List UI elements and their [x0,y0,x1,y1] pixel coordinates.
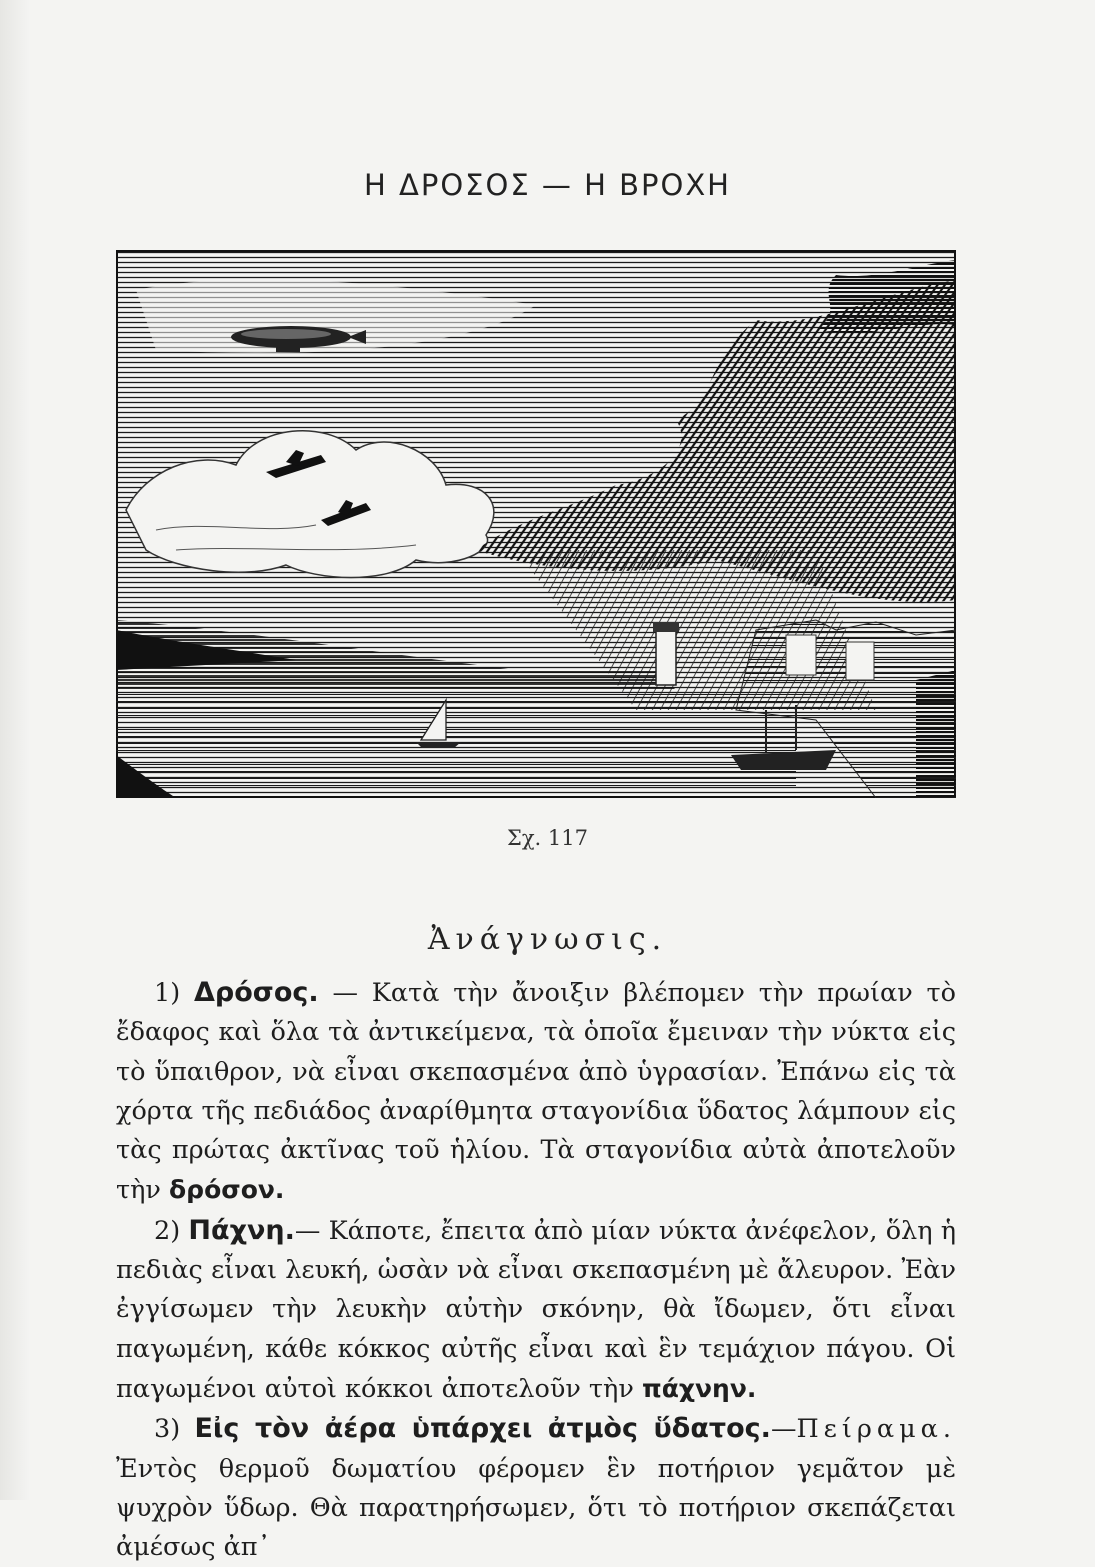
section-number: 1) [154,978,181,1008]
section-number: 3) [154,1414,181,1445]
section-number: 2) [154,1215,181,1246]
reading-heading: Ἀνάγνωσις. [427,922,668,957]
paragraph-text: — Κατὰ τὴν ἄνοιξιν βλέπομεν τὴν πρωίαν τὸ ἔδαφος καὶ ὅλα τὰ ἀντικείμενα, τὰ ὁποῖα ἔμειναν τὴν νύκτα εἰς τὸ ὕπαιθρον, νὰ εἶναι σκεπασμένα ἀπὸ ὑγρασίαν. Ἐπάνω εἰς τὰ χόρτα τῆς πεδιάδος ἀναρίθμητα σταγονίδια ὕδατος λάμπουν εἰς τὰς πρώτας ἀκτῖνας τοῦ ἡλίου. Τὰ σταγονίδια αὐτὰ ἀποτελοῦν τὴν [116,978,956,1206]
paragraph-text: — Κάποτε, ἔπειτα ἀπὸ μίαν νύκτα ἀνέφελον, ὅλη ἡ πεδιὰς εἶναι λευκή, ὡσὰν νὰ εἶναι σκεπασμένη μὲ ἄλευρον. Ἐὰν ἐγγίσωμεν τὴν λευκὴν αὐτὴν σκόνην, θὰ ἴδωμεν, ὅτι εἶναι παγωμένη, κάθε κόκκος αὐτῆς εἶναι καὶ ἓν τεμάχιον πάγου. Οἱ παγωμένοι αὐτοὶ κόκκοι ἀποτελοῦν τὴν [116,1215,957,1404]
paragraph-water-vapour [116,1409,956,1567]
paragraph-dash: — [770,1414,797,1445]
paragraph-dew [116,973,956,1211]
page-edge [0,0,30,1500]
engraving-weather-scene [116,250,956,798]
paragraph-frost [116,1211,956,1409]
page-title: Η ΔΡΟΣΟΣ — Η ΒΡΟΧΗ [364,168,731,202]
body-text [116,973,956,1567]
bold-term: πάχνην. [641,1373,757,1403]
section-term: Εἰς τὸν ἀέρα ὑπάρχει ἀτμὸς ὕδατος. [194,1413,771,1445]
bold-term: δρόσον. [169,1175,285,1205]
experiment-label: Πείραμα. [796,1414,956,1445]
paragraph-text: Ἐντὸς θερμοῦ δωματίου φέρομεν ἓν ποτήριον γεμᾶτον μὲ ψυχρὸν ὕδωρ. Θὰ παρατηρήσωμεν, ὅτι τὸ ποτήριον σκεπάζεται ἀμέσως ἀπ᾽ [116,1453,956,1563]
figure-caption: Σχ. 117 [506,826,588,850]
section-term: Πάχνη. [188,1214,295,1246]
figure-illustration [116,250,956,798]
section-term: Δρόσος. [194,977,319,1008]
